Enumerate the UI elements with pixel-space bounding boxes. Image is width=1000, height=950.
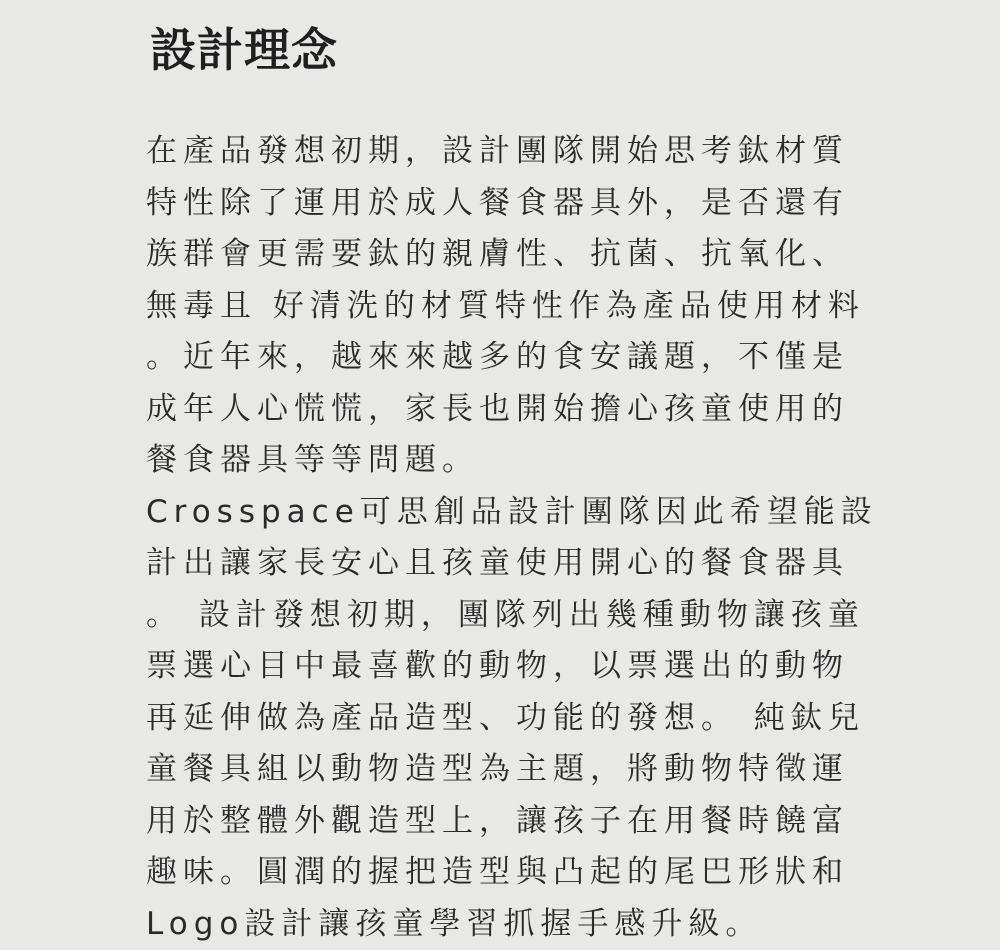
text-line: 。近年來，越來來越多的食安議題，不僅是: [146, 332, 906, 384]
page-title: 設計理念: [150, 22, 338, 78]
text-line: 成年人心慌慌，家長也開始擔心孩童使用的: [146, 384, 906, 436]
text-line: 用於整體外觀造型上，讓孩子在用餐時饒富: [146, 796, 906, 848]
text-line: 童餐具組以動物造型為主題，將動物特徵運: [146, 744, 906, 796]
text-line: 票選心目中最喜歡的動物，以票選出的動物: [146, 641, 906, 693]
text-line: 再延伸做為產品造型、功能的發想。 純鈦兒: [146, 693, 906, 745]
text-line: 特性除了運用於成人餐食器具外，是否還有: [146, 178, 906, 230]
text-line: 餐食器具等等問題。: [146, 435, 906, 487]
text-line: 在產品發想初期，設計團隊開始思考鈦材質: [146, 126, 906, 178]
design-concept-paragraph: [146, 126, 906, 950]
text-line: Crosspace可思創品設計團隊因此希望能設: [146, 487, 906, 539]
text-line: 。 設計發想初期，團隊列出幾種動物讓孩童: [146, 590, 906, 642]
text-line: Logo設計讓孩童學習抓握手感升級。: [146, 899, 906, 950]
text-line: 無毒且 好清洗的材質特性作為產品使用材料: [146, 281, 906, 333]
text-line: 趣味。圓潤的握把造型與凸起的尾巴形狀和: [146, 847, 906, 899]
text-line: 族群會更需要鈦的親膚性、抗菌、抗氧化、: [146, 229, 906, 281]
text-line: 計出讓家長安心且孩童使用開心的餐食器具: [146, 538, 906, 590]
